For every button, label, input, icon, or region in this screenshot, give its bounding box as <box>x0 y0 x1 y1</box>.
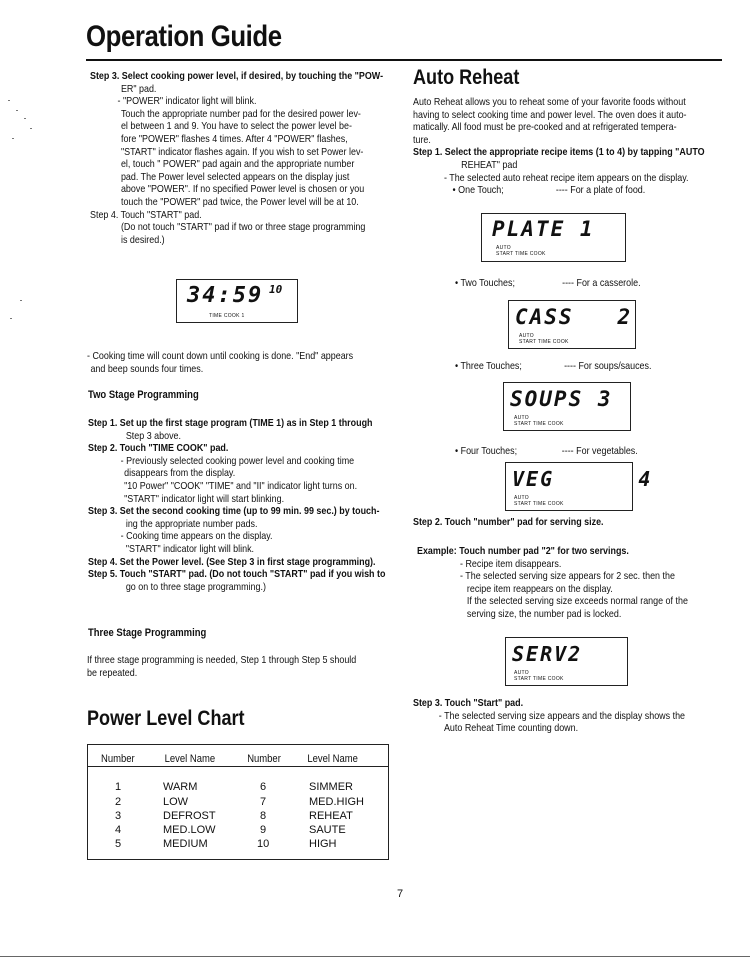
scan-speck <box>30 128 32 129</box>
text-line: be repeated. <box>87 667 138 679</box>
chart-header-number: Number <box>101 753 135 765</box>
scan-speck <box>12 138 14 139</box>
text-line: "START" indicator flashes again. If you wish to set Power lev- <box>120 146 364 158</box>
cell: 5 <box>115 838 122 850</box>
display-auto-indicator: AUTO <box>496 245 511 251</box>
text-line: • One Touch; ---- For a plate of food. <box>452 185 646 197</box>
text-line: "10 Power" "COOK" "TIME" and "II" indicator light turns on. <box>124 480 358 492</box>
text-line: - Cooking time appears on the display. <box>120 531 273 543</box>
text-line: Step 4. Set the Power level. (See Step 3 in first stage programming). <box>88 556 376 568</box>
bottom-rule <box>0 956 750 957</box>
cell: 10 <box>257 838 270 850</box>
two-stage-block <box>88 418 385 594</box>
text-line: If the selected serving size exceeds normal range of the <box>466 596 688 608</box>
text-line: "START" indicator light will blink. <box>125 543 255 555</box>
text-line: ER" pad. <box>120 83 157 95</box>
text-line: recipe item reappears on the display. <box>466 583 613 595</box>
text-line: - Previously selected cooking power level and cooking time <box>120 455 355 467</box>
title-rule <box>86 59 722 61</box>
chart-header-level-name: Level Name <box>164 753 216 765</box>
left-countdown-note <box>87 351 353 376</box>
auto-reheat-intro <box>413 97 705 198</box>
text-line: serving size, the number pad is locked. <box>466 608 622 620</box>
text-line: having to select cooking time and power level. The oven does it auto- <box>413 109 687 121</box>
text-line: matically. All food must be pre-cooked and at refrigerated tempera- <box>413 122 677 134</box>
two-touches-line: • Two Touches; ---- For a casserole. <box>455 278 641 289</box>
scan-speck <box>20 300 22 301</box>
cell: 8 <box>260 810 267 822</box>
text-line: Step 3. Select cooking power level, if desired, by touching the "POW- <box>90 71 384 82</box>
four-touches-line: • Four Touches; ---- For vegetables. <box>455 446 638 457</box>
cell: 6 <box>260 781 267 793</box>
cell: 7 <box>260 796 267 808</box>
text-line: - Cooking time will count down until cooking is done. "End" appears <box>87 351 354 362</box>
text-line: (Do not touch "START" pad if two or three stage programming <box>120 222 366 234</box>
power-chart-heading: Power Level Chart <box>87 707 245 730</box>
left-step3-block <box>90 71 383 247</box>
text-line: Step 3 above. <box>125 430 181 442</box>
text-line: pad. The Power level selected appears on the display just <box>120 171 350 183</box>
cell: LOW <box>163 796 189 808</box>
three-stage-block <box>87 655 356 680</box>
text-line: - The selected auto reheat recipe item appears on the display. <box>443 172 689 184</box>
cell: WARM <box>163 781 198 793</box>
text-line: ing the appropriate number pads. <box>125 518 258 530</box>
display-auto-indicator: AUTO <box>514 495 529 501</box>
display-indicators: START TIME COOK <box>514 421 564 427</box>
page-number: 7 <box>397 888 404 900</box>
cell: MED.LOW <box>163 824 216 836</box>
cell: MED.HIGH <box>309 796 364 808</box>
page-title: Operation Guide <box>86 20 282 53</box>
step3-block <box>413 698 685 736</box>
display-plate <box>481 213 626 262</box>
chart-header-rule <box>88 766 388 767</box>
three-touches-line: • Three Touches; ---- For soups/sauces. <box>455 361 652 372</box>
cell: MEDIUM <box>163 838 208 850</box>
display-indicators: TIME COOK 1 <box>209 313 245 319</box>
scan-speck <box>10 318 12 319</box>
text-line: - "POWER" indicator light will blink. <box>117 96 257 108</box>
display-indicators: START TIME COOK <box>519 339 569 345</box>
cell: SAUTE <box>309 824 346 836</box>
display-indicators: START TIME COOK <box>496 251 546 257</box>
display-indicators: START TIME COOK <box>514 676 564 682</box>
display-digits: 34:59 <box>187 283 264 308</box>
display-veg <box>505 462 653 511</box>
text-line: and beep sounds four times. <box>90 363 204 375</box>
text-line: - Recipe item disappears. <box>460 558 562 570</box>
text-line: Step 2. Touch "TIME COOK" pad. <box>88 443 229 455</box>
text-line: Auto Reheat Time counting down. <box>443 723 579 735</box>
cell: 4 <box>115 824 122 836</box>
display-digits: SERV2 <box>512 642 583 666</box>
cell: 1 <box>115 781 122 793</box>
display-auto-indicator: AUTO <box>519 333 534 339</box>
text-line: Step 1. Set up the first stage program (TIME 1) as in Step 1 through <box>88 418 373 429</box>
text-line: Example: Touch number pad "2" for two servings. <box>417 546 629 557</box>
text-line: is desired.) <box>120 234 165 246</box>
cell: 3 <box>115 810 122 822</box>
scan-speck <box>16 110 18 111</box>
text-line: fore "POWER" flashes 4 times. After 4 "POWER" flashes, <box>120 133 348 145</box>
scan-speck <box>8 100 10 101</box>
step2-line: Step 2. Touch "number" pad for serving size. <box>413 517 604 528</box>
text-line: disappears from the display. <box>124 468 236 480</box>
text-line: touch the "POWER" pad twice, the Power level will be at 10. <box>120 196 359 208</box>
text-line: - The selected serving size appears for 2 sec. then the <box>460 571 675 583</box>
text-line: el between 1 and 9. You have to select the power level be- <box>120 121 352 133</box>
display-digits: VEG 4 <box>512 467 653 491</box>
display-serv <box>505 637 628 686</box>
text-line: Step 4. Touch "START" pad. <box>90 209 202 221</box>
text-line: Touch the appropriate number pad for the desired power lev- <box>120 108 361 120</box>
text-line: el, touch " POWER" pad again and the appropriate number <box>120 159 355 171</box>
auto-reheat-heading: Auto Reheat <box>413 66 520 89</box>
display-digits: PLATE 1 <box>492 217 595 241</box>
display-indicators: START TIME COOK <box>514 501 564 507</box>
text-line: Auto Reheat allows you to reheat some of your favorite foods without <box>413 97 686 108</box>
three-stage-heading: Three Stage Programming <box>88 627 207 639</box>
text-line: - The selected serving size appears and the display shows the <box>438 710 686 722</box>
display-cass <box>508 300 636 349</box>
text-line: ture. <box>413 134 431 146</box>
scan-speck <box>24 118 26 119</box>
text-line: Step 5. Touch "START" pad. (Do not touch "START" pad if you wish to <box>88 569 386 581</box>
display-auto-indicator: AUTO <box>514 670 529 676</box>
cell: 9 <box>260 824 267 836</box>
text-line: above "POWER". If no specified Power level is chosen or you <box>120 184 365 196</box>
text-line: go on to three stage programming.) <box>125 581 266 593</box>
text-line: REHEAT" pad <box>461 159 518 171</box>
display-digits: SOUPS 3 <box>510 387 613 411</box>
cell: HIGH <box>309 838 337 850</box>
timer-display <box>176 279 298 323</box>
display-small-digits: 10 <box>269 283 283 296</box>
cell: SIMMER <box>309 781 353 793</box>
text-line: Step 1. Select the appropriate recipe items (1 to 4) by tapping "AUTO <box>413 147 705 159</box>
text-line: Step 3. Touch "Start" pad. <box>413 698 524 709</box>
cell: REHEAT <box>309 810 353 822</box>
text-line: "START" indicator light will start blinking. <box>124 493 285 505</box>
chart-header-level-name: Level Name <box>307 753 358 765</box>
chart-header-number: Number <box>247 753 281 765</box>
display-auto-indicator: AUTO <box>514 415 529 421</box>
text-line: If three stage programming is needed, Step 1 through Step 5 should <box>87 655 357 666</box>
display-digits: CASS 2 <box>515 305 633 329</box>
display-soups <box>503 382 631 431</box>
two-stage-heading: Two Stage Programming <box>88 389 199 401</box>
cell: DEFROST <box>163 810 216 822</box>
cell: 2 <box>115 796 122 808</box>
example-block <box>417 546 688 622</box>
text-line: Step 3. Set the second cooking time (up to 99 min. 99 sec.) by touch- <box>88 506 380 518</box>
